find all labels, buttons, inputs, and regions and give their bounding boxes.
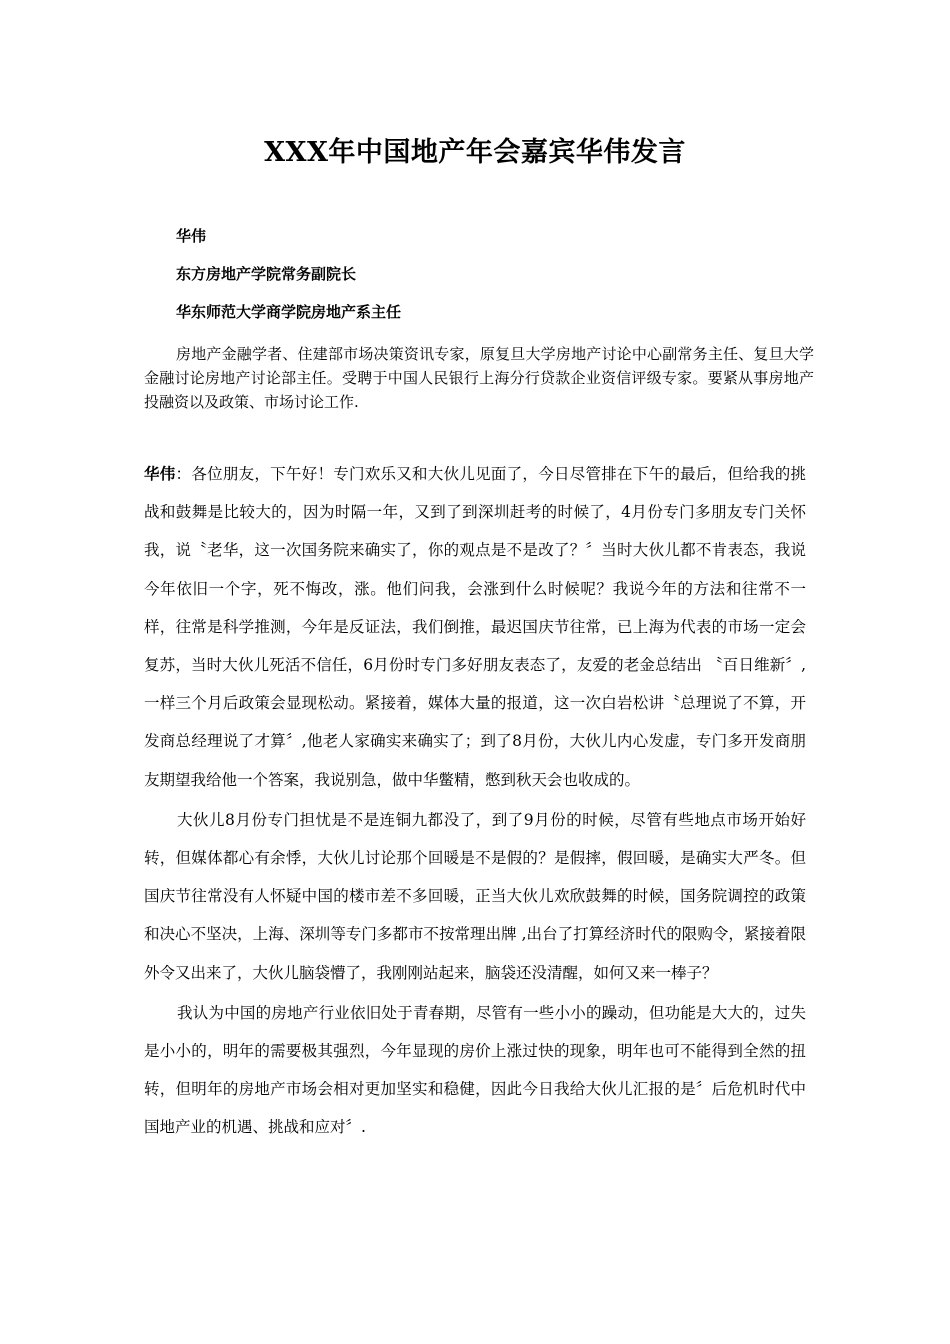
speech-paragraph-2: 大伙儿8月份专门担忧是不是连铜九都没了，到了9月份的时候，尽管有些地点市场开始好转，但媒体都心有余悸，大伙儿讨论那个回暖是不是假的？是假摔，假回暖，是确实大严冬。但国庆节往常没有人怀疑中国的楼市差不多回暖，正当大伙儿欢欣鼓舞的时候，国务院调控的政策和决心不坚决，上海、深圳等专门多都市不按常理出牌 ,出台了打算经济时代的限购令，紧接着限外令又出来了，大伙儿脑袋懵了，我刚刚站起来，脑袋还没清醒，如何又来一棒子？ — [144, 810, 806, 982]
author-bio: 房地产金融学者、住建部市场决策资讯专家，原复旦大学房地产讨论中心副常务主任、复旦大学金融讨论房地产讨论部主任。受聘于中国人民银行上海分行贷款企业资信评级专家。要紧从事房地产投融资以及政策、市场讨论工作. — [144, 345, 814, 411]
author-role-1: 东方房地产学院常务副院长 — [176, 265, 357, 283]
speech-paragraph-3: 我认为中国的房地产行业依旧处于青春期，尽管有一些小小的躁动，但功能是大大的，过失是小小的，明年的需要极其强烈，今年显现的房价上涨过快的现象，明年也可不能得到全然的扭转，但明年的房地产市场会相对更加坚实和稳健，因此今日我给大伙儿汇报的是〞后危机时代中国地产业的机遇、挑战和应对〞. — [144, 1003, 806, 1137]
document-title: XXX年中国地产年会嘉宾华伟发言 — [264, 137, 686, 168]
speech-body — [144, 455, 806, 1149]
author-name: 华伟 — [176, 227, 207, 245]
author-role-2: 华东师范大学商学院房地产系主任 — [176, 303, 402, 321]
paragraph-text: ：各位朋友，下午好！专门欢乐又和大伙儿见面了，今日尽管排在下午的最后，但给我的挑战和鼓舞是比较大的，因为时隔一年，又到了到深圳赶考的时候了，4月份专门多朋友专门关怀我，说〝老华，这一次国务院来确实了，你的观点是不是改了？〞当时大伙儿都不肯表态，我说今年依旧一个字，死不悔改，涨。他们问我，会涨到什么时候呢？我说今年的方法和往常不一样，往常是科学推测，今年是反证法，我们倒推，最迟国庆节往常，已上海为代表的市场一定会复苏，当时大伙儿死活不信任，6月份时专门多好朋友表态了，友爱的老金总结出 〝百日维新〞,一样三个月后政策会显现松动。紧接着，媒体大量的报道，这一次白岩松讲〝总理说了不算，开发商总经理说了才算〞,他老人家确实来确实了；到了8月份，大伙儿内心发虚，专门多开发商朋友期望我给他一个答案，我说别急，做中华鳖精，憋到秋天会也收成的。 — [144, 465, 806, 789]
speaker-label: 华伟 — [144, 465, 176, 483]
speech-paragraph-1 — [144, 455, 806, 799]
author-block — [144, 224, 814, 414]
